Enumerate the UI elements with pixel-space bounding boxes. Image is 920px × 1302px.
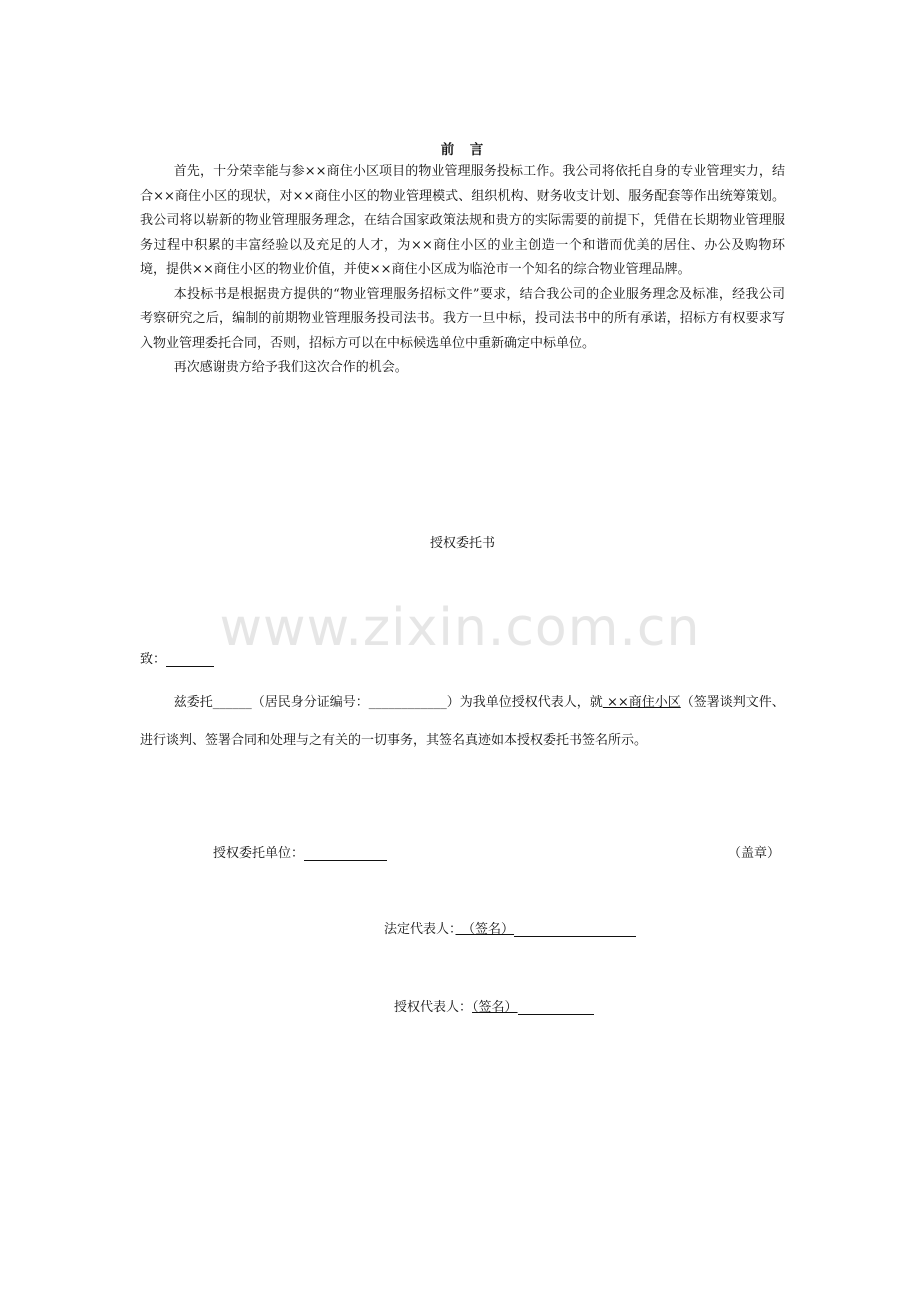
addressee-line (140, 648, 214, 667)
watermark: www.zixin.com.cn (219, 598, 701, 658)
preface-body (140, 160, 785, 381)
addressee-blank (166, 652, 214, 667)
authorizing-unit-label: 授权委托单位： (213, 846, 305, 861)
authorized-agent-signature: （签名） (472, 1000, 518, 1015)
authorization-text-part1: 兹委托______（居民身分证编号：____________）为我单位授权代表人，就 (173, 695, 603, 710)
preface-paragraph-2: 本投标书是根据贵方提供的“物业管理服务招标文件”要求，结合我公司的企业服务理念及标准，经我公司考察研究之后，编制的前期物业管理服务投司法书。我方一旦中标，投司法书中的所有承诺，招标方有权要求写入物业管理委托合同，否则，招标方可以在中标候选单位中重新确定中标单位。 (140, 286, 785, 351)
authorized-agent-label: 授权代表人： (394, 1000, 473, 1015)
project-name: ××商住小区 (602, 695, 681, 710)
authorization-body (140, 684, 790, 760)
addressee-label: 致： (140, 652, 167, 667)
authorized-agent-blank (518, 1000, 594, 1015)
preface-title: 前 言 (440, 142, 485, 158)
preface-paragraph-3: 再次感谢贵方给予我们这次合作的机会。 (173, 360, 408, 375)
legal-representative-label: 法定代表人： (384, 922, 456, 937)
preface-paragraph-1: 首先，十分荣幸能与参××商住小区项目的物业管理服务投标工作。我公司将依托自身的专业管理实力，结合××商住小区的现状，对××商住小区的物业管理模式、组织机构、财务收支计划、服务配套等作出统筹策划。我公司将以崭新的物业管理服务理念，在结合国家政策法规和贵方的实际需要的前提下，凭借在长期物业管理服务过程中积累的丰富经验以及充足的人才，为××商住小区的业主创造一个和谐而优美的居住、办公及购物环境，提供××商住小区的物业价值，并使××商住小区成为临沧市一个知名的综合物业管理品牌。 (140, 164, 785, 277)
legal-representative-signature: （签名） (455, 922, 515, 937)
seal-label: （盖章） (728, 846, 781, 861)
legal-representative-blank (514, 922, 636, 937)
authorization-paragraph (140, 684, 790, 760)
authorization-title: 授权委托书 (429, 536, 495, 551)
authorizing-unit-blank (304, 846, 387, 861)
authorized-agent-line (394, 996, 594, 1015)
authorization-text-part2: （签署谈判文件、进行谈判、签署合同和处理与之有关的一切事务，其签名真迹如本授权委托书签名所示。 (140, 695, 785, 748)
legal-representative-line (384, 918, 636, 937)
authorizing-unit-line (213, 842, 387, 861)
